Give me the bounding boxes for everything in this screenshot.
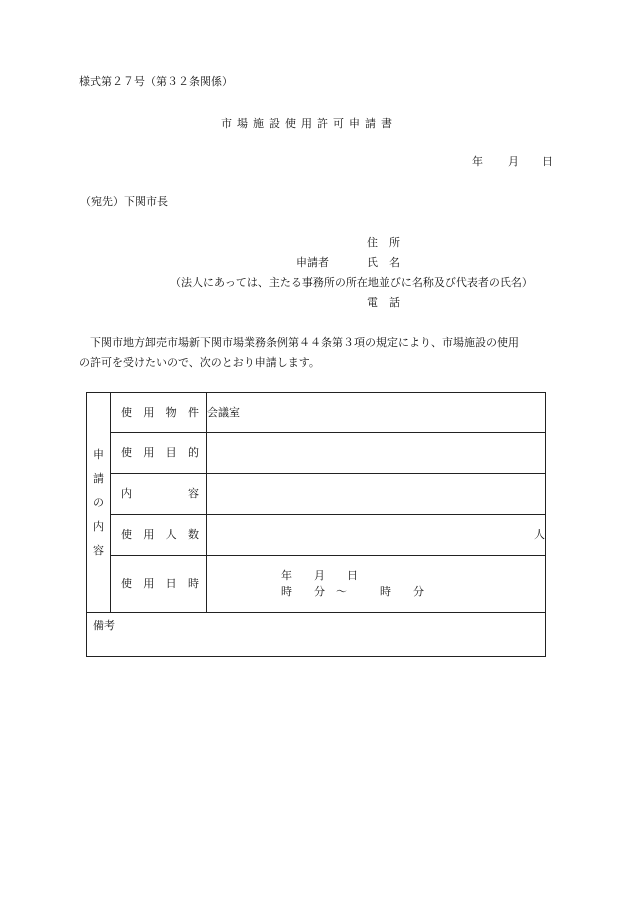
date-month: 月	[508, 155, 519, 168]
content-value[interactable]	[207, 474, 546, 515]
corporate-note: （法人にあっては、主たる事務所の所在地並びに名称及び代表者の氏名）	[170, 276, 533, 289]
purpose-value[interactable]	[207, 433, 546, 474]
addressee: （宛先）下関市長	[80, 195, 168, 208]
applicant-name-label: 氏 名	[367, 256, 400, 269]
applicant-phone-label: 電 話	[367, 296, 400, 309]
people-count-label: 使 用 人 数	[111, 515, 207, 556]
date-day: 日	[542, 155, 553, 168]
property-value[interactable]: 会議室	[207, 393, 546, 433]
datetime-label: 使 用 日 時	[111, 556, 207, 613]
remarks-field[interactable]	[87, 613, 546, 657]
datetime-time-line: 時 分 〜 時 分	[281, 585, 424, 598]
datetime-field[interactable]	[207, 556, 546, 613]
application-table	[86, 392, 546, 657]
content-label: 内 容	[111, 474, 207, 515]
purpose-label: 使 用 目 的	[111, 433, 207, 474]
date-year: 年	[472, 155, 483, 168]
remarks-label: 備考	[93, 619, 115, 632]
form-title: 市場施設使用許可申請書	[221, 117, 397, 130]
people-count-field[interactable]	[207, 515, 546, 556]
body-text-line2: の許可を受けたいので、次のとおり申請します。	[79, 356, 320, 369]
body-text-line1: 下関市地方卸売市場新下関市場業務条例第４４条第３項の規定により、市場施設の使用	[90, 336, 519, 349]
form-number: 様式第２７号（第３２条関係）	[79, 75, 233, 88]
application-content-side-label: 申 請 の 内 容	[87, 393, 111, 613]
applicant-address-label: 住 所	[367, 236, 400, 249]
people-unit: 人	[534, 528, 545, 541]
datetime-date-line: 年 月 日	[281, 569, 358, 582]
applicant-prefix: 申請者	[296, 256, 329, 269]
property-label: 使 用 物 件	[111, 393, 207, 433]
